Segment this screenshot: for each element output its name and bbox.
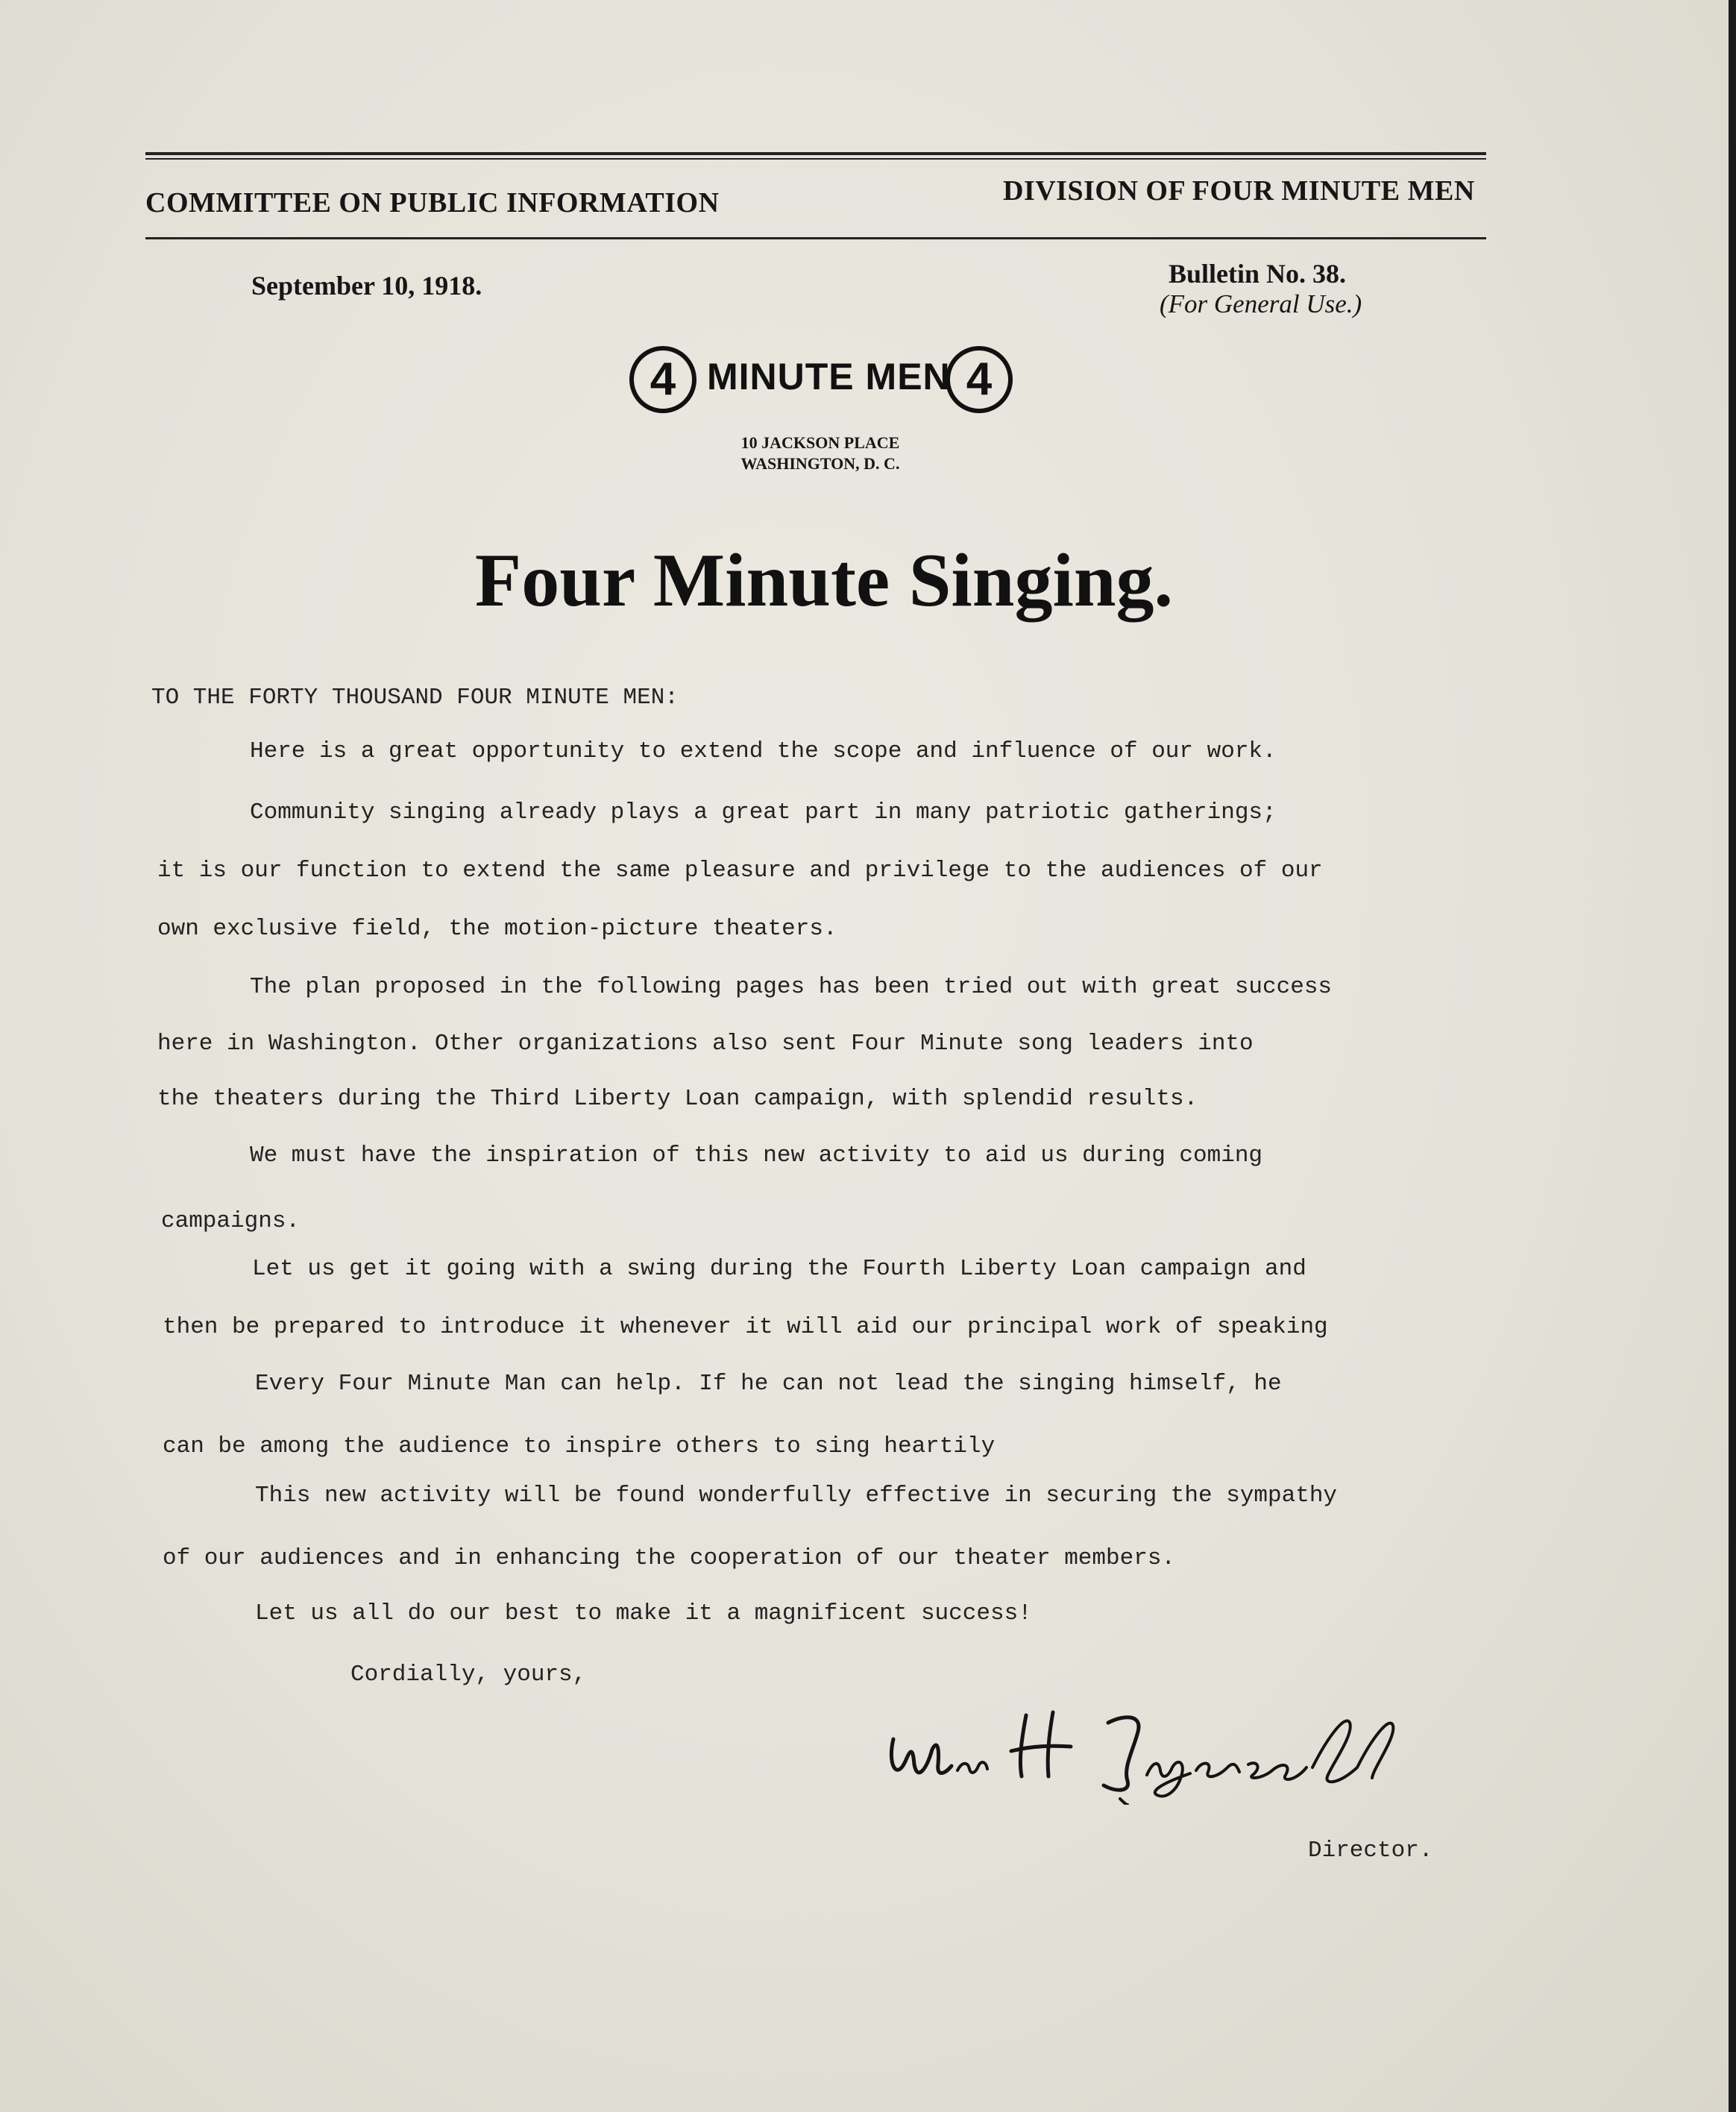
header-right: DIVISION OF FOUR MINUTE MEN: [1003, 175, 1475, 207]
body-line: We must have the inspiration of this new activity to aid us during coming: [250, 1143, 1263, 1169]
body-line: Let us get it going with a swing during the Fourth Liberty Loan campaign and: [252, 1256, 1306, 1282]
signatory-title: Director.: [1308, 1838, 1433, 1864]
document-title: Four Minute Singing.: [474, 538, 1174, 623]
header-rule-top: [145, 152, 1486, 155]
bulletin-number: Bulletin No. 38.: [1169, 259, 1347, 289]
bulletin-usage: (For General Use.): [1160, 289, 1362, 318]
body-line: Community singing already plays a great part in many patriotic gatherings;: [250, 799, 1277, 826]
bulletin-date: September 10, 1918.: [251, 271, 482, 301]
body-line: it is our function to extend the same pleasure and privilege to the audiences of our: [157, 858, 1323, 884]
scan-edge: [1729, 0, 1736, 2112]
four-minute-men-logo: [629, 346, 1010, 418]
body-line: The plan proposed in the following pages has been tried out with great success: [250, 974, 1333, 1000]
body-line: then be prepared to introduce it whenever it will aid our principal work of speaking: [163, 1314, 1328, 1340]
header-left: COMMITTEE ON PUBLIC INFORMATION: [145, 187, 720, 219]
body-line: own exclusive field, the motion-picture theaters.: [157, 916, 837, 942]
body-line: the theaters during the Third Liberty Loan campaign, with splendid results.: [157, 1086, 1198, 1112]
address-line-2: WASHINGTON, D. C.: [740, 454, 900, 473]
body-line: This new activity will be found wonderfully effective in securing the sympathy: [255, 1483, 1338, 1509]
salutation: TO THE FORTY THOUSAND FOUR MINUTE MEN:: [151, 685, 679, 711]
body-line: here in Washington. Other organizations also sent Four Minute song leaders into: [157, 1031, 1254, 1057]
office-address: [701, 433, 940, 474]
closing: Cordially, yours,: [350, 1662, 587, 1688]
header-rule-top-thin: [145, 158, 1486, 160]
logo-numeral-left: 4: [629, 346, 696, 413]
body-line: Let us all do our best to make it a magnificent success!: [255, 1600, 1032, 1627]
body-line: can be among the audience to inspire others to sing heartily: [163, 1433, 996, 1459]
director-signature: [880, 1693, 1402, 1805]
body-line: Here is a great opportunity to extend the scope and influence of our work.: [250, 738, 1277, 764]
address-line-1: 10 JACKSON PLACE: [740, 433, 900, 452]
logo-text: MINUTE MEN: [707, 356, 951, 397]
logo-numeral-right: 4: [946, 346, 1013, 413]
header-rule-bottom: [145, 237, 1486, 239]
body-line: of our audiences and in enhancing the cooperation of our theater members.: [163, 1545, 1176, 1571]
body-line: Every Four Minute Man can help. If he can not lead the singing himself, he: [255, 1371, 1282, 1397]
body-line: campaigns.: [161, 1208, 301, 1234]
